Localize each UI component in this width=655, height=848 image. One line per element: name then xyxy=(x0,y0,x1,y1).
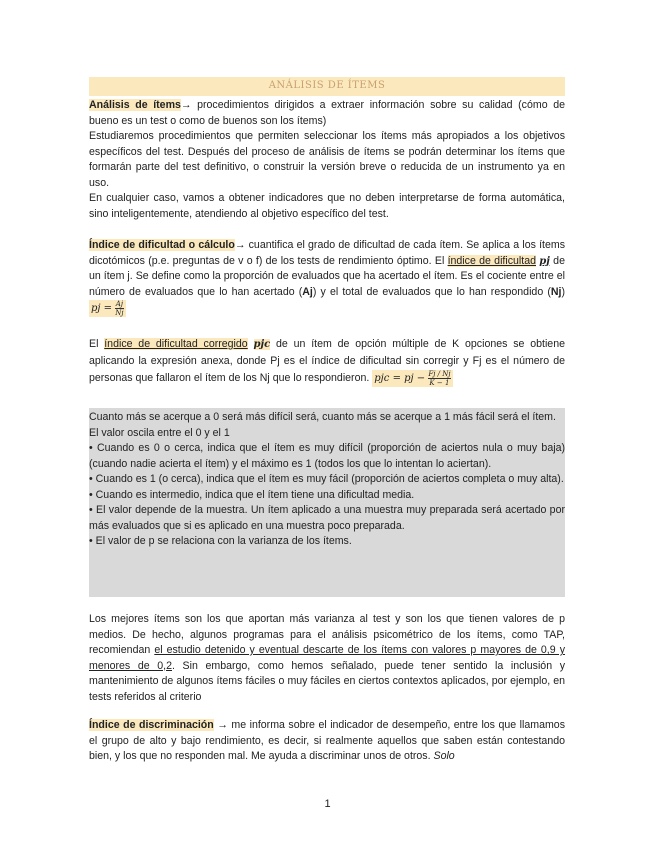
title-highlight xyxy=(89,77,565,96)
paragraph-mejores-items xyxy=(89,612,565,705)
dificultad-text-2: de un ítem j. Se define como la proporción de evaluados que ha acertado el ítem. Es el cociente entre el número de evaluados que lo han acertado ( xyxy=(89,254,565,298)
corregido-text-0: El xyxy=(89,338,105,350)
paragraph-indice-discriminacion xyxy=(89,718,565,765)
formula-pjc xyxy=(372,370,452,387)
formula-pjc-denominator: K − 1 xyxy=(429,379,450,387)
term-analisis-items: Análisis de ítems xyxy=(89,99,181,111)
box-line-2: El valor oscila entre el 0 y el 1 xyxy=(89,426,230,439)
paragraph-dificultad-corregido xyxy=(89,336,565,387)
mejores-text-1: Los mejores ítems son los que aportan más varianza al test y son los que tienen valores de p medios. De hecho, algunos programas para el análisis psicométrico de los ítems, como TAP, recomiendan xyxy=(89,613,565,656)
box-bullet-3: • Cuando es intermedio, indica que el ítem tiene una dificultad media. xyxy=(89,488,415,501)
paragraph-estudiaremos: Estudiaremos procedimientos que permiten seleccionar los ítems más apropiados a los objetivos específicos del test. Después del proceso de análisis de ítems se podrán determinar los ítems que formarán parte del test definitivo, o construir la versión breve o reducida de un instrumento ya en uso. xyxy=(89,130,565,189)
link-indice-corregido: índice de dificultad corregido xyxy=(104,338,248,350)
formula-pj-fraction xyxy=(115,300,123,317)
discriminacion-solo: Solo xyxy=(433,750,455,762)
analisis-text: procedimientos dirigidos a extraer información sobre su calidad (cómo de bueno es un test o como de buenos son los ítems) xyxy=(89,99,565,127)
formula-pj-numerator: Aj xyxy=(115,300,124,308)
corregido-text: de un ítem de opción múltiple de K opciones se obtiene aplicando la expresión anexa, donde Pj es el índice de dificultad sin corregir y Fj es el número de personas que fallaron el ítem de los Nj que lo respondieron. xyxy=(89,338,565,384)
box-bullet-1: • Cuando es 0 o cerca, indica que el ítem es muy difícil (proporción de aciertos nula o muy baja) (cuando nadie acierta el ítem) y el máximo es 1 (todos los que lo intentan lo aciertan). xyxy=(89,442,565,470)
var-pjc: pjc xyxy=(253,339,271,350)
paragraph-cualquier-caso: En cualquier caso, vamos a obtener indicadores que no deben interpretarse de forma automática, sino inteligentemente, atendiendo al objetivo específico del test. xyxy=(89,192,565,220)
dificultad-text-4: ) xyxy=(561,285,565,298)
box-bullet-2: • Cuando es 1 (o cerca), indica que el ítem es muy fácil (proporción de aciertos completa o muy alta). xyxy=(89,473,564,485)
var-nj: Nj xyxy=(550,285,562,298)
formula-pj-denominator: Nj xyxy=(115,309,124,317)
box-bullet-4: • El valor depende de la muestra. Un ítem aplicado a una muestra muy preparada será acertado por más evaluados que si es aplicado en una muestra poco preparada. xyxy=(89,504,565,532)
link-indice-dificultad: índice de dificultad xyxy=(447,254,536,267)
formula-pjc-fraction xyxy=(428,370,450,387)
mejores-text-2: . Sin embargo, como hemos señalado, puede tener sentido la inclusión y mantenimiento de algunos ítems fáciles o muy fáciles en ciertos contextos aplicados, por ejemplo, en tests referidos al criterio xyxy=(89,659,566,703)
term-indice-discriminacion: Índice de discriminación xyxy=(89,719,214,731)
box-bullet-5: • El valor de p se relaciona con la varianza de los ítems. xyxy=(89,535,352,547)
formula-pjc-numerator: Fj / Nj xyxy=(428,370,451,378)
paragraph-indice-dificultad xyxy=(89,238,565,317)
page-number: 1 xyxy=(324,798,331,810)
arrow: → xyxy=(180,99,192,111)
formula-pj-lhs: pj = xyxy=(91,303,116,314)
arrow: → xyxy=(217,719,228,731)
var-pj: pj xyxy=(539,255,550,267)
var-aj: Aj xyxy=(302,285,313,298)
recommendation-underlined: el estudio detenido y eventual descarte de los ítems con valores p mayores de 0,9 y menores de 0,2 xyxy=(89,644,565,672)
discriminacion-text: me informa sobre el indicador de desempeño, entre los que llamamos el grupo de alto y bajo rendimiento, es decir, si realmente aquellos que saben están contestando bien, y los que no responden mal. Me ayuda a discriminar unos de otros. xyxy=(89,719,565,762)
term-indice-dificultad: Índice de dificultad o cálculo xyxy=(89,239,235,251)
formula-pj xyxy=(89,300,126,317)
page-title: ANÁLISIS DE ÍTEMS xyxy=(268,80,386,91)
box-line-1: Cuanto más se acerque a 0 será más difícil será, cuanto más se acerque a 1 más fácil será el ítem. xyxy=(89,411,556,423)
shaded-box-content xyxy=(89,410,565,550)
arrow: → xyxy=(234,239,246,251)
dificultad-text-1: cuantifica el grado de dificultad de cada ítem. Se aplica a los ítems dicotómicos (p.e. preguntas de v o f) de los tests de rendimiento óptimo. El xyxy=(89,239,565,267)
formula-pjc-lhs: pjc = pj − xyxy=(374,373,429,384)
dificultad-text-3: ) y el total de evaluados que lo han respondido ( xyxy=(312,285,551,298)
paragraph-analisis xyxy=(89,98,565,129)
